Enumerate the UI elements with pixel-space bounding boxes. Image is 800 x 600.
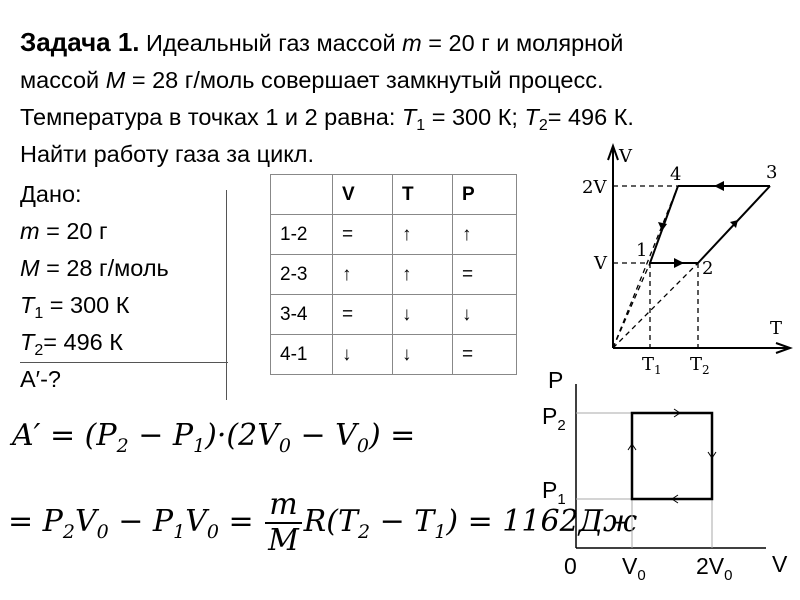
pv-p2-symbol: P xyxy=(542,403,558,429)
given-value: = 28 г/моль xyxy=(39,255,169,281)
vt-tick-t1-symbol: T xyxy=(642,354,655,375)
pv-p1-symbol: P xyxy=(542,477,558,503)
given-value: = 20 г xyxy=(39,218,108,244)
formula-sub: 2 xyxy=(357,521,371,543)
given-t2 xyxy=(20,324,169,361)
formula-part: V xyxy=(74,504,97,539)
problem-text: = 28 г/моль совершает замкнутый процесс. xyxy=(125,67,604,93)
given-molar-mass xyxy=(20,250,169,287)
table-header-cell: P xyxy=(453,175,517,215)
temperature-symbol: T xyxy=(401,104,417,130)
given-t1 xyxy=(20,287,169,324)
molar-mass-symbol: M xyxy=(20,255,40,281)
vt-axis-v-label: V xyxy=(619,146,632,167)
fraction-denominator: M xyxy=(268,523,299,558)
unit-joule: Дж xyxy=(578,504,638,539)
subscript: 2 xyxy=(538,117,548,134)
process-table xyxy=(270,174,517,375)
mass-symbol: m xyxy=(402,30,422,56)
vt-tick-t1-subscript: 1 xyxy=(654,363,662,376)
formula-part: − P xyxy=(128,418,194,453)
formula-part: = xyxy=(218,504,254,539)
given-value: = 496 К xyxy=(43,329,123,355)
table-cell: ↓ xyxy=(453,295,517,335)
vt-diagram xyxy=(580,136,795,376)
vt-isobar-3 xyxy=(613,186,678,348)
pv-cycle xyxy=(632,413,712,499)
vt-isobar-2 xyxy=(613,263,698,348)
table-row xyxy=(271,255,517,295)
given-mass xyxy=(20,213,169,250)
table-cell: 4-1 xyxy=(271,335,333,375)
formula-part: − T xyxy=(370,504,435,539)
table-cell: = xyxy=(333,295,393,335)
problem-text: Идеальный газ массой xyxy=(139,30,403,56)
subscript: 1 xyxy=(416,117,426,134)
formula-sub: 0 xyxy=(278,435,291,457)
pv-p2-label xyxy=(542,403,566,434)
table-row xyxy=(271,335,517,375)
pv-p1-subscript: 1 xyxy=(557,491,566,508)
formula-part: A′ = (P xyxy=(12,418,117,453)
table-header-row xyxy=(271,175,517,215)
vt-arrow-4-1 xyxy=(658,222,667,231)
problem-text: = 300 К; xyxy=(425,104,525,130)
find-work: A′-? xyxy=(20,366,61,392)
table-cell: 2-3 xyxy=(271,255,333,295)
problem-text: = 496 К. xyxy=(547,104,634,130)
given-divider-horizontal xyxy=(20,362,228,363)
given-divider-vertical xyxy=(226,190,227,400)
table-cell: ↑ xyxy=(333,255,393,295)
pv-v0-label xyxy=(622,553,646,584)
pv-2v0-symbol: 2V xyxy=(696,553,725,579)
formula-sub: 1 xyxy=(173,521,186,543)
fraction-numerator: m xyxy=(265,488,301,524)
mass-ratio-fraction xyxy=(265,488,301,558)
formula-part: V xyxy=(185,504,207,539)
formula-part: R(T xyxy=(303,504,358,539)
formula-sub: 0 xyxy=(96,521,109,543)
table-header-cell: V xyxy=(333,175,393,215)
pv-origin-label: 0 xyxy=(564,553,577,579)
pv-p1-label xyxy=(542,477,566,508)
table-cell: 1-2 xyxy=(271,215,333,255)
temperature-symbol: T xyxy=(524,104,539,130)
vt-tick-t2-subscript: 2 xyxy=(702,363,710,376)
vt-tick-t2-symbol: T xyxy=(690,354,703,375)
vt-2v-label: 2V xyxy=(582,177,607,198)
problem-line-4: Найти работу газа за цикл. xyxy=(20,141,315,167)
temperature-symbol: T xyxy=(20,292,35,318)
problem-title: Задача 1. xyxy=(20,27,140,57)
table-cell: ↑ xyxy=(393,255,453,295)
table-cell: 3-4 xyxy=(271,295,333,335)
table-cell: ↑ xyxy=(393,215,453,255)
formula-sub: 1 xyxy=(434,521,447,543)
table-cell: ↓ xyxy=(333,335,393,375)
problem-text: массой xyxy=(20,67,106,93)
given-block xyxy=(20,176,169,398)
table-cell: ↑ xyxy=(453,215,517,255)
formula-sub: 2 xyxy=(62,521,75,543)
work-formula-line-1 xyxy=(12,418,416,457)
vt-point-4-label: 4 xyxy=(670,164,682,185)
pv-axis-v-label: V xyxy=(772,551,788,577)
table-cell: = xyxy=(333,215,393,255)
table-cell: ↓ xyxy=(393,295,453,335)
problem-line-1 xyxy=(20,24,790,62)
pv-diagram xyxy=(530,362,798,594)
table-cell: = xyxy=(453,335,517,375)
table-cell: = xyxy=(453,255,517,295)
problem-text: = 20 г и молярной xyxy=(421,30,624,56)
vt-point-1-label: 1 xyxy=(636,240,648,261)
table-row xyxy=(271,215,517,255)
formula-sub: 0 xyxy=(356,435,369,457)
problem-line-2 xyxy=(20,62,790,99)
vt-arrow-1-2 xyxy=(674,258,684,268)
pv-v0-symbol: V xyxy=(622,553,638,579)
formula-part: ) = xyxy=(368,418,416,453)
molar-mass-symbol: M xyxy=(105,67,126,93)
vt-axis-t-label: T xyxy=(770,318,783,339)
formula-part: = P xyxy=(8,504,63,539)
pv-2v0-subscript: 0 xyxy=(724,567,733,584)
subscript: 1 xyxy=(34,305,44,322)
vt-v-label: V xyxy=(594,253,607,274)
table-row xyxy=(271,295,517,335)
vt-point-2-label: 2 xyxy=(702,258,714,279)
formula-part: − P xyxy=(108,504,174,539)
pv-p2-subscript: 2 xyxy=(557,417,566,434)
subscript: 2 xyxy=(34,342,44,359)
table-header-cell xyxy=(271,175,333,215)
mass-symbol: m xyxy=(20,218,40,244)
formula-sub: 2 xyxy=(116,435,129,457)
formula-sub: 0 xyxy=(206,521,219,543)
problem-line-3 xyxy=(20,99,790,136)
formula-part: − V xyxy=(290,418,357,453)
given-value: = 300 К xyxy=(43,292,130,318)
pv-2v0-label xyxy=(696,553,732,584)
formula-sub: 1 xyxy=(193,435,206,457)
table-cell: ↓ xyxy=(393,335,453,375)
problem-text: Температура в точках 1 и 2 равна: xyxy=(20,104,402,130)
given-header: Дано: xyxy=(20,181,82,207)
temperature-symbol: T xyxy=(20,329,35,355)
pv-v0-subscript: 0 xyxy=(637,567,646,584)
formula-part: )·(2V xyxy=(205,418,279,453)
formula-part: ) = 1162 xyxy=(446,504,579,539)
vt-arrow-3-4 xyxy=(714,181,724,191)
table-header-cell: T xyxy=(393,175,453,215)
vt-point-3-label: 3 xyxy=(766,162,778,183)
pv-axis-p-label: P xyxy=(548,367,564,393)
